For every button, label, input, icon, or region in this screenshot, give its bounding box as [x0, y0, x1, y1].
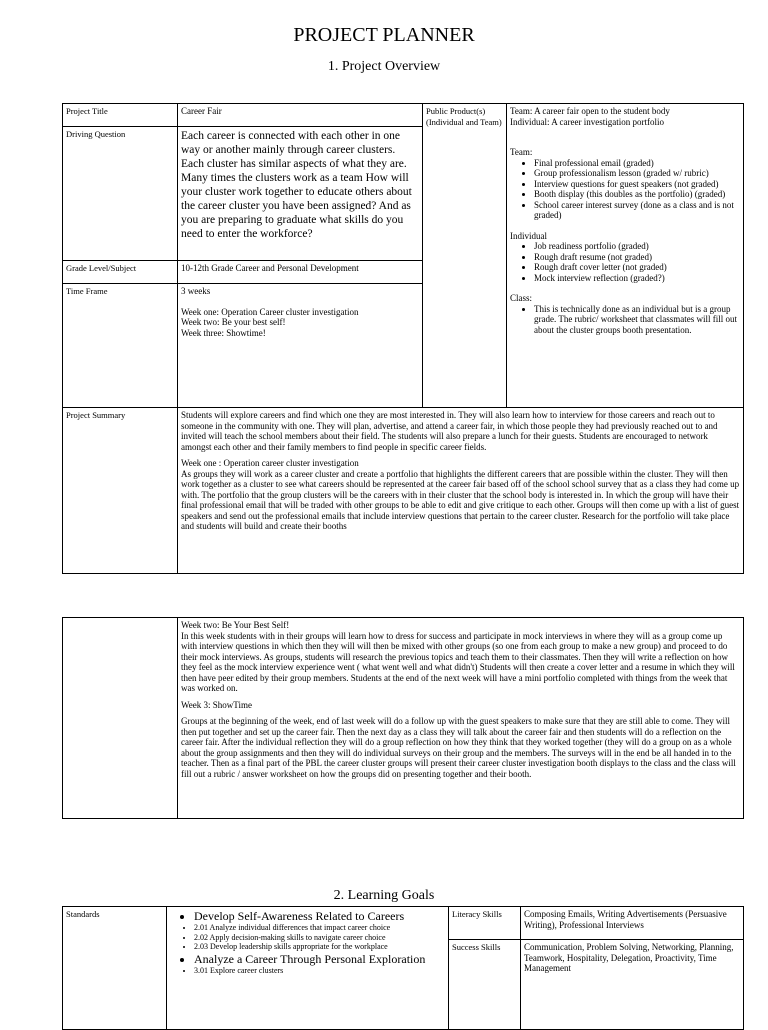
summary-continued-cell — [178, 618, 744, 819]
class-heading: Class: — [510, 293, 533, 303]
section-title-goals: 2. Learning Goals — [333, 888, 435, 903]
week-two-line: Week two: Be your best self! — [181, 317, 286, 327]
time-frame-cell — [178, 284, 423, 408]
list-item: • Group professionalism lesson (graded w/ rubric) — [534, 168, 740, 179]
grade-level-value: 10-12th Grade Career and Personal Development — [178, 261, 423, 284]
individual-list — [510, 241, 740, 283]
time-frame-weeks: 3 weeks — [181, 286, 211, 296]
summary-continued-table — [62, 617, 744, 819]
week-three-heading: Week 3: ShowTime — [181, 699, 252, 710]
project-title-label: Project Title — [63, 104, 178, 127]
week-three-line: Week three: Showtime! — [181, 327, 266, 338]
literacy-skills-value: Composing Emails, Writing Advertisements (Persuasive Writing), Professional Interviews — [521, 907, 744, 940]
standards-label: Standards — [63, 907, 167, 1030]
standards-cell — [167, 907, 449, 1030]
class-list — [510, 304, 740, 336]
section-title-overview: 1. Project Overview — [327, 59, 441, 74]
literacy-skills-label: Literacy Skills — [449, 907, 521, 940]
project-summary-label: Project Summary — [63, 408, 178, 574]
list-item: • 2.01 Analyze individual differences that impact career choice — [194, 923, 445, 933]
individual-line: Individual: A career investigation portfolio — [510, 116, 664, 127]
week-two-text: In this week students with in their groups will learn how to dress for success and participate in mock interviews in where they will as a group come up with interview questions in which then they will will then be mixed with other groups (so one from each group to make a new group) and proceed to do their mock interviews. As groups, students will research the previous topics and teach them to their classmates. Then they will write a reflection on how they feel as the mock interview experience went ( what went well and what didn't) Students will then create a cover letter and a resume in which they will then have peer edited by their group members. Students at the end of the next week will have a mini portfolio completed with things from the week that was worked on. — [181, 630, 735, 693]
grade-level-label: Grade Level/Subject — [63, 261, 178, 284]
team-list — [510, 158, 740, 221]
list-item: • Final professional email (graded) — [534, 158, 740, 169]
time-frame-label: Time Frame — [63, 284, 178, 408]
week-one-line: Week one: Operation Career cluster investigation — [181, 306, 359, 317]
individual-heading: Individual — [510, 230, 547, 241]
list-item: • Interview questions for guest speakers (not graded) — [534, 179, 740, 190]
standards-list — [170, 909, 445, 975]
list-item: • Rough draft cover letter (not graded) — [534, 262, 740, 273]
success-skills-value: Communication, Problem Solving, Networking, Planning, Teamwork, Hospitality, Delegation, Proactivity, Time Management — [521, 940, 744, 1030]
overview-table — [62, 103, 744, 574]
summary-paragraph: Students will explore careers and find which one they are most interested in. They will also learn how to interview for those careers and reach out to someone in the community with one. They will plan, advertise, and attend a career fair, in which those people they had previously reached out to and invited will teach the school members about their field. The students will also prepare a lunch for their guests. Students are encouraged to network amongst each other and their family members to find people in specific career fields. — [181, 410, 718, 452]
learning-goals-table — [62, 906, 744, 1030]
project-title-value: Career Fair — [178, 104, 423, 127]
list-item: • Job readiness portfolio (graded) — [534, 241, 740, 252]
list-item: • Mock interview reflection (graded?) — [534, 273, 740, 284]
summary-week-one-heading: Week one : Operation career cluster investigation — [181, 458, 359, 468]
list-item: • Booth display (this doubles as the portfolio) (graded) — [534, 189, 740, 200]
driving-question-label: Driving Question — [63, 127, 178, 261]
driving-question-value: Each career is connected with each other in one way or another mainly through career clusters. Each cluster has similar aspects of what they are. Many times the clusters work as a team How will your cluster work together to educate others about the career cluster you have been assigned? And as you are preparing to graduate what skills do you need to enter the workforce? — [178, 127, 423, 261]
standard-heading: • Analyze a Career Through Personal Exploration — [194, 952, 445, 966]
list-item: • 2.03 Develop leadership skills appropriate for the workplace — [194, 942, 445, 952]
list-item: • Rough draft resume (not graded) — [534, 252, 740, 263]
team-line: Team: A career fair open to the student body — [510, 106, 670, 116]
success-skills-label: Success Skills — [449, 940, 521, 1030]
list-item: • This is technically done as an individual but is a group grade. The rubric/ worksheet that classmates will fill out about the cluster groups booth presentation. — [534, 304, 740, 336]
standard-heading: • Develop Self-Awareness Related to Careers — [194, 909, 445, 923]
list-item: • School career interest survey (done as a class and is not graded) — [534, 200, 740, 221]
public-products-cell — [507, 104, 744, 408]
team-heading: Team: — [510, 147, 533, 157]
public-products-label: Public Product(s) (Individual and Team) — [423, 104, 507, 408]
empty-label-cell — [63, 618, 178, 819]
list-item: • 3.01 Explore career clusters — [194, 966, 445, 976]
list-item: • 2.02 Apply decision-making skills to navigate career choice — [194, 933, 445, 943]
week-three-text: Groups at the beginning of the week, end of last week will do a follow up with the guest speakers to make sure that they are still able to come. They will then put together and set up the career fair. Then the next day as a class they will talk about the career fair and then students will do a reflection on the career fair. After the individual reflection they will do a group reflection on how they think that they worked together (they will do a group on as a whole about the group assignments and then they will do individual surveys on their group and the members. The surveys will in the end be all handed in to the teacher. Then as a final part of the PBL the career cluster groups will present their career cluster investigation booth displays to the class and the class will fill out a rubric / answer worksheet on how the groups did on presenting together and their booth. — [181, 716, 736, 779]
page-title: PROJECT PLANNER — [293, 24, 475, 46]
week-two-heading: Week two: Be Your Best Self! — [181, 620, 290, 630]
summary-week-one: As groups they will work as a career cluster and create a portfolio that highlights the different careers that are possible within the cluster. They will then work together as a cluster to see what careers should be represented at the career fair based off of the school school survey that as a class they had come up with. The portfolio that the group clusters will be the careers with in their cluster that the school body is interested in. In which the group will have their final professional email that will be traded with other groups to be able to edit and give critique to each other. Groups will then come up with a list of guest speakers and send out the professional emails that include interview questions that pertain to the career cluster. Research for the portfolio will take place and students will build and create their booths — [181, 468, 740, 531]
project-summary-cell — [178, 408, 744, 574]
